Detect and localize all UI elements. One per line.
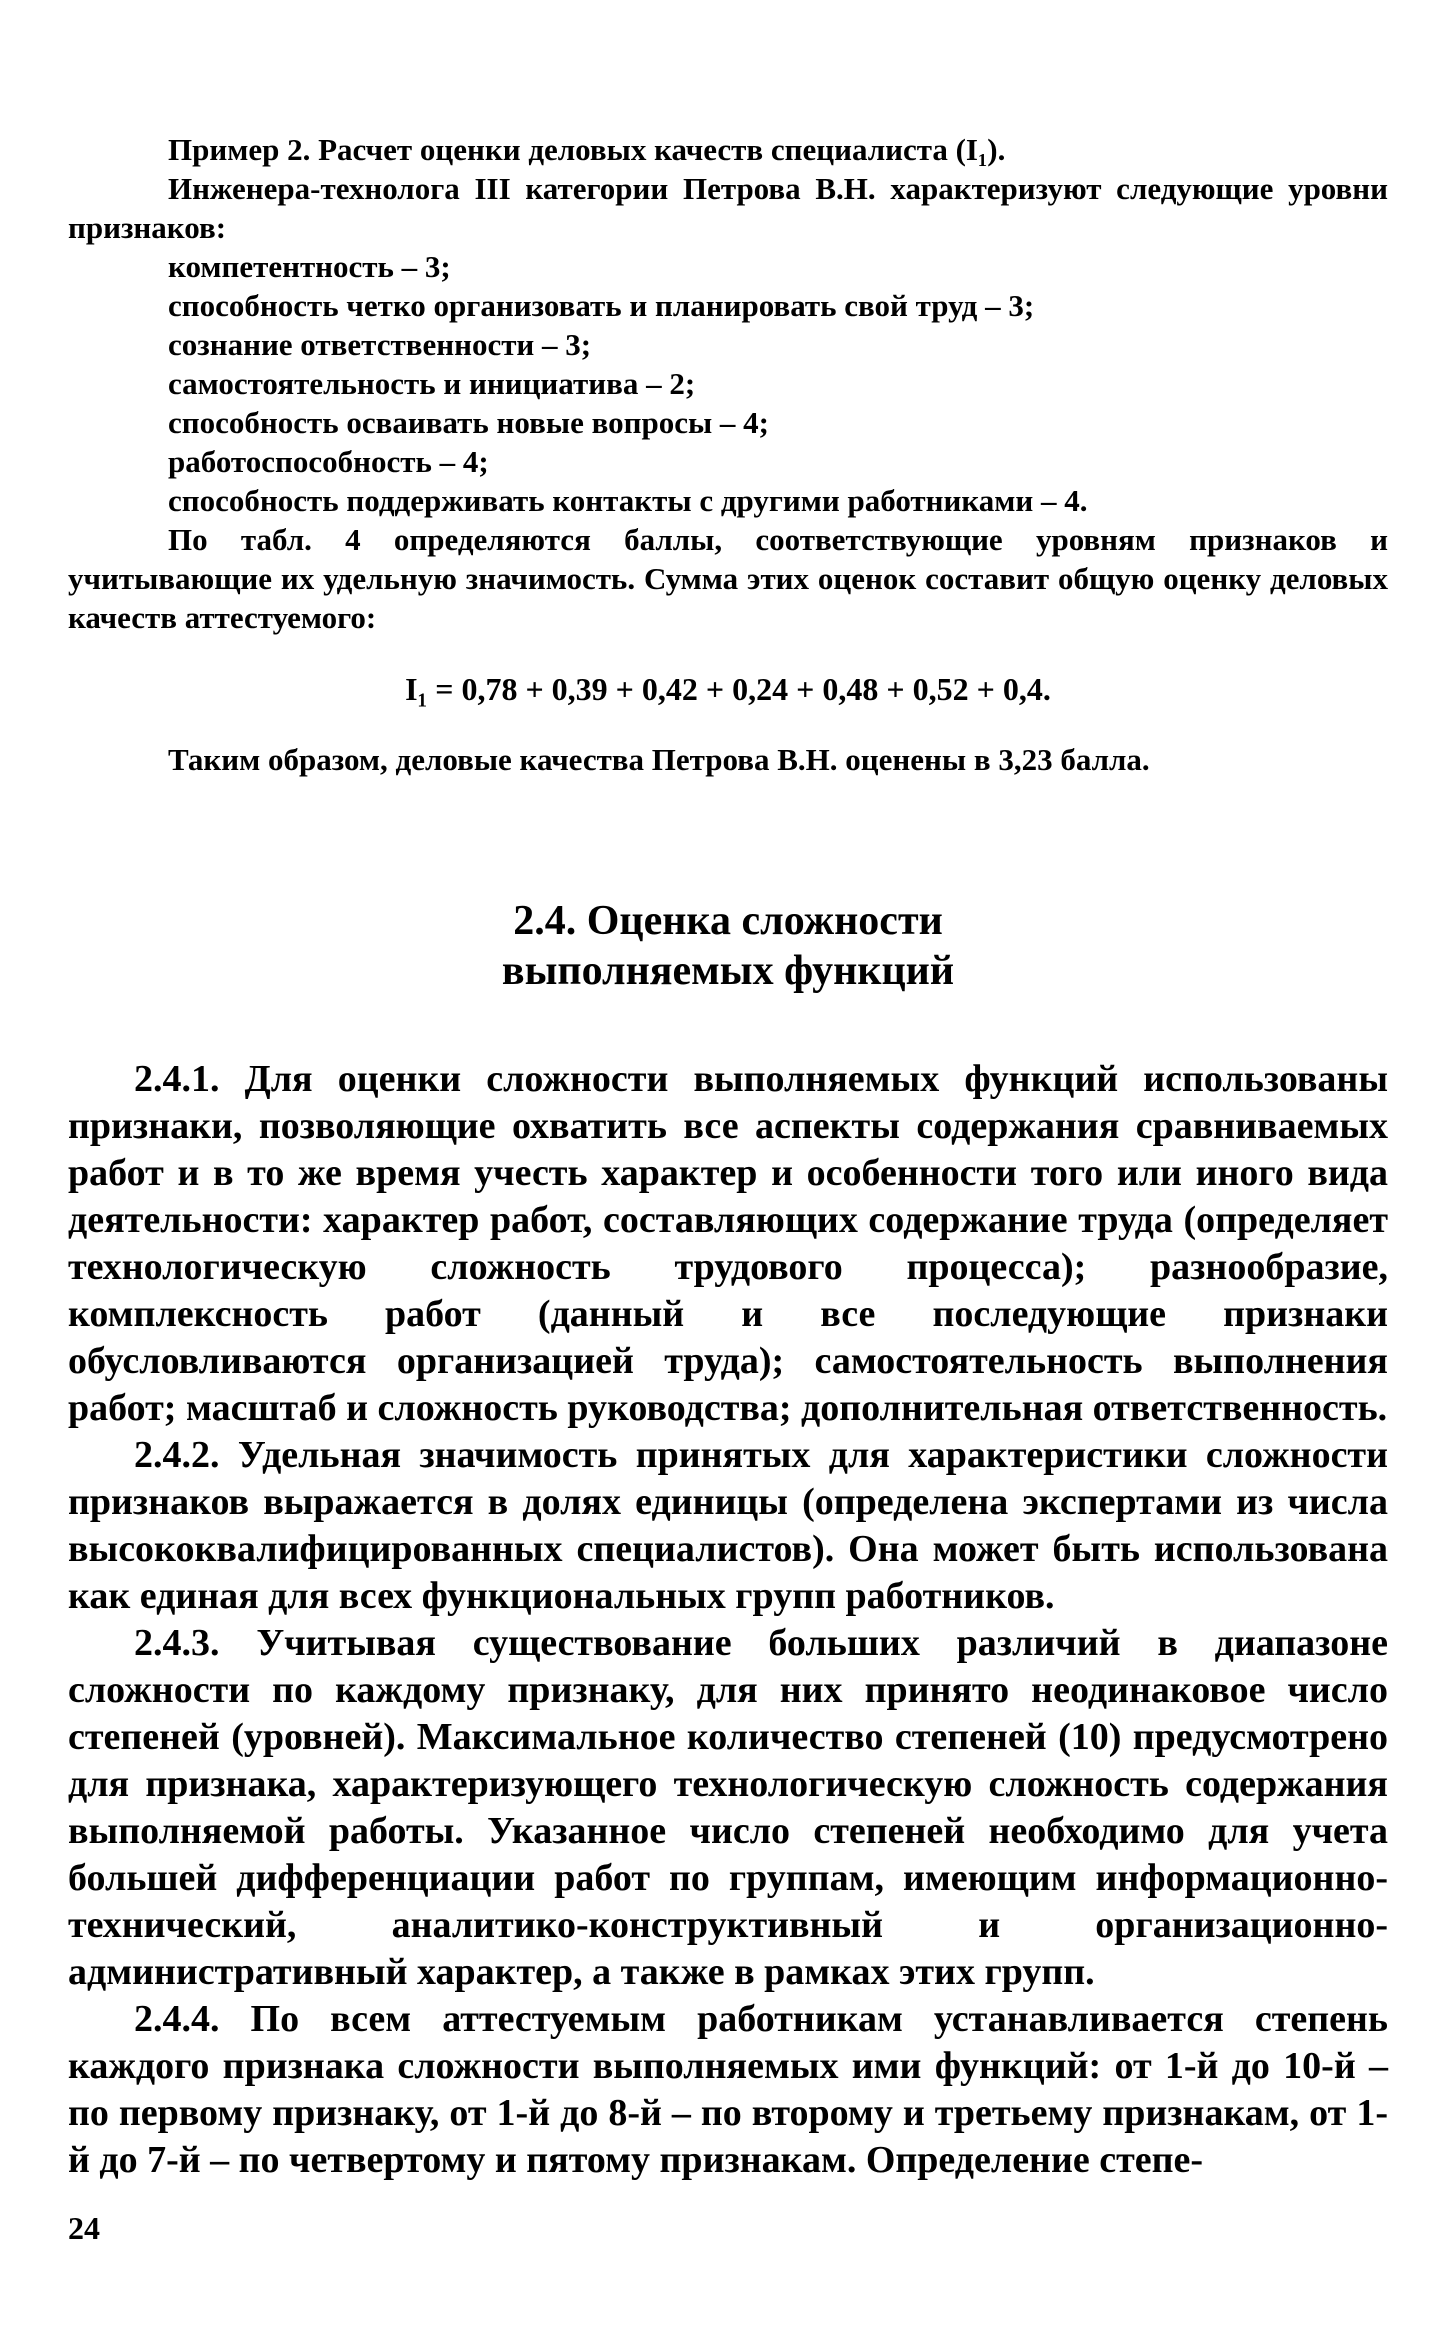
formula: I₁ = 0,78 + 0,39 + 0,42 + 0,24 + 0,48 + 0,52 + 0,4. xyxy=(405,671,1051,707)
section-heading xyxy=(68,896,1388,996)
level-item: способность осваивать новые вопросы – 4; xyxy=(168,405,770,440)
paragraph-2-4-4: 2.4.4. По всем аттестуемым работникам устанавливается степень каждого признака сложности выполняемых ими функций: от 1-й до 10-й – по первому признаку, от 1-й до 8-й – по второму и третьему признакам, от 1-й до 7-й – по четвертому и пятому признакам. Определение степе- xyxy=(68,1998,1388,2181)
page-number: 24 xyxy=(68,2210,100,2246)
level-item: способность четко организовать и планировать свой труд – 3; xyxy=(168,288,1035,323)
paragraph-2-4-2: 2.4.2. Удельная значимость принятых для характеристики сложности признаков выражается в долях единицы (определена экспертами из числа высококвалифицированных специалистов). Она может быть использована как единая для всех функциональных групп работников. xyxy=(68,1434,1388,1617)
level-item: компетентность – 3; xyxy=(168,249,451,284)
level-item: сознание ответственности – 3; xyxy=(168,327,592,362)
level-item: способность поддерживать контакты с другими работниками – 4. xyxy=(168,483,1088,518)
level-item: самостоятельность и инициатива – 2; xyxy=(168,366,696,401)
summary: Таким образом, деловые качества Петрова В.Н. оценены в 3,23 балла. xyxy=(168,742,1150,777)
page-content xyxy=(68,130,1388,2184)
paragraph-2-4-3: 2.4.3. Учитывая существование больших различий в диапазоне сложности по каждому признаку, для них принято неодинаковое число степеней (уровней). Максимальное количество степеней (10) предусмотрено для признака, характеризующего технологическую сложность содержания выполняемой работы. Указанное число степеней необходимо для учета большей дифференциации работ по группам, имеющим информационно-технический, аналитико-конструктивный и организационно-административный характер, а также в рамках этих групп. xyxy=(68,1622,1388,1993)
paragraph-2-4-1: 2.4.1. Для оценки сложности выполняемых функций использованы признаки, позволяющие охватить все аспекты содержания сравниваемых работ и в то же время учесть характер и особенности того или иного вида деятельности: характер работ, составляющих содержание труда (определяет технологическую сложность трудового процесса); разнообразие, комплексность работ (данный и все последующие признаки обусловливаются организацией труда); самостоятельность выполнения работ; масштаб и сложность руководства; дополнительная ответственность. xyxy=(68,1058,1388,1429)
example-title: Пример 2. Расчет оценки деловых качеств специалиста (I₁). xyxy=(168,132,1006,167)
example-block xyxy=(68,130,1388,637)
level-item: работоспособность – 4; xyxy=(168,444,489,479)
example-intro: Инженера-технолога III категории Петрова В.Н. характеризуют следующие уровни признаков: xyxy=(68,171,1388,245)
section-heading-line1: 2.4. Оценка сложности xyxy=(513,898,943,944)
section-heading-line2: выполняемых функций xyxy=(501,948,955,994)
section-body xyxy=(68,1056,1388,2184)
table-note: По табл. 4 определяются баллы, соответствующие уровням признаков и учитывающие их удельную значимость. Сумма этих оценок составит общую оценку деловых качеств аттестуемого: xyxy=(68,522,1388,635)
